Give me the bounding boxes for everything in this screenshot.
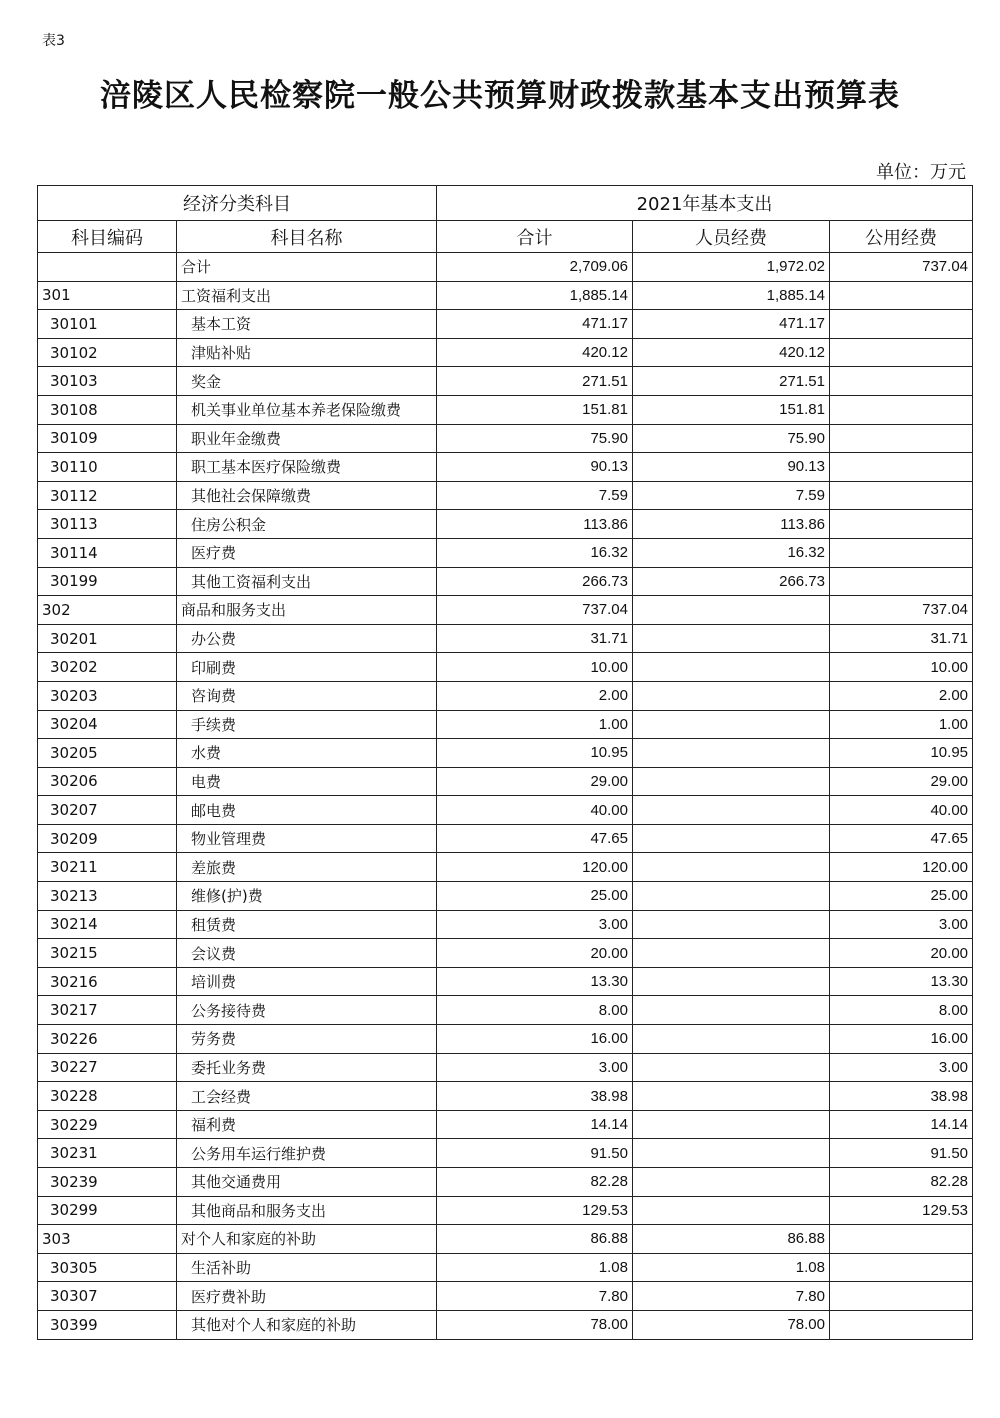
table-row xyxy=(38,681,973,710)
cell-personnel xyxy=(633,1053,830,1082)
table-row xyxy=(38,996,973,1025)
cell-total: 2,709.06 xyxy=(437,253,633,282)
table-row xyxy=(38,338,973,367)
cell-public xyxy=(830,510,973,539)
cell-public: 10.00 xyxy=(830,653,973,682)
cell-public: 40.00 xyxy=(830,796,973,825)
cell-name: 其他交通费用 xyxy=(177,1168,437,1197)
cell-name: 医疗费 xyxy=(177,538,437,567)
cell-public: 47.65 xyxy=(830,824,973,853)
cell-total: 10.00 xyxy=(437,653,633,682)
cell-total: 82.28 xyxy=(437,1168,633,1197)
header-public: 公用经费 xyxy=(830,221,973,253)
cell-personnel: 75.90 xyxy=(633,424,830,453)
cell-code: 30202 xyxy=(38,653,177,682)
cell-public: 1.00 xyxy=(830,710,973,739)
cell-name: 邮电费 xyxy=(177,796,437,825)
table-row xyxy=(38,767,973,796)
cell-total: 2.00 xyxy=(437,681,633,710)
cell-public xyxy=(830,481,973,510)
table-row xyxy=(38,510,973,539)
cell-name: 职工基本医疗保险缴费 xyxy=(177,453,437,482)
cell-code: 30112 xyxy=(38,481,177,510)
cell-personnel xyxy=(633,853,830,882)
cell-total: 120.00 xyxy=(437,853,633,882)
cell-public: 82.28 xyxy=(830,1168,973,1197)
cell-public: 129.53 xyxy=(830,1196,973,1225)
cell-name: 公务接待费 xyxy=(177,996,437,1025)
cell-total: 471.17 xyxy=(437,310,633,339)
cell-code: 30114 xyxy=(38,538,177,567)
cell-name: 印刷费 xyxy=(177,653,437,682)
cell-public xyxy=(830,453,973,482)
cell-public: 120.00 xyxy=(830,853,973,882)
cell-code: 30209 xyxy=(38,824,177,853)
cell-name: 办公费 xyxy=(177,624,437,653)
cell-personnel xyxy=(633,1110,830,1139)
cell-total: 25.00 xyxy=(437,882,633,911)
cell-public xyxy=(830,1225,973,1254)
cell-code: 303 xyxy=(38,1225,177,1254)
cell-code: 30113 xyxy=(38,510,177,539)
cell-total: 31.71 xyxy=(437,624,633,653)
cell-total: 1.00 xyxy=(437,710,633,739)
cell-public xyxy=(830,424,973,453)
cell-code: 30307 xyxy=(38,1282,177,1311)
cell-code: 30201 xyxy=(38,624,177,653)
cell-name: 机关事业单位基本养老保险缴费 xyxy=(177,395,437,424)
cell-code: 30215 xyxy=(38,939,177,968)
cell-name: 维修(护)费 xyxy=(177,882,437,911)
cell-name: 培训费 xyxy=(177,967,437,996)
cell-personnel xyxy=(633,910,830,939)
cell-personnel: 1.08 xyxy=(633,1253,830,1282)
cell-total: 91.50 xyxy=(437,1139,633,1168)
cell-name: 工资福利支出 xyxy=(177,281,437,310)
cell-name: 对个人和家庭的补助 xyxy=(177,1225,437,1254)
cell-personnel xyxy=(633,767,830,796)
cell-personnel xyxy=(633,739,830,768)
cell-total: 271.51 xyxy=(437,367,633,396)
cell-name: 工会经费 xyxy=(177,1082,437,1111)
cell-total: 78.00 xyxy=(437,1310,633,1339)
cell-personnel xyxy=(633,681,830,710)
header-code: 科目编码 xyxy=(38,221,177,253)
cell-total: 47.65 xyxy=(437,824,633,853)
table-row xyxy=(38,1282,973,1311)
cell-total: 129.53 xyxy=(437,1196,633,1225)
table-row xyxy=(38,710,973,739)
cell-total: 16.32 xyxy=(437,538,633,567)
cell-personnel: 78.00 xyxy=(633,1310,830,1339)
page-title: 涪陵区人民检察院一般公共预算财政拨款基本支出预算表 xyxy=(100,78,900,114)
table-row xyxy=(38,395,973,424)
cell-public: 737.04 xyxy=(830,253,973,282)
cell-public: 10.95 xyxy=(830,739,973,768)
cell-personnel xyxy=(633,1168,830,1197)
cell-public: 16.00 xyxy=(830,1025,973,1054)
cell-public xyxy=(830,1310,973,1339)
cell-total: 3.00 xyxy=(437,1053,633,1082)
cell-name: 委托业务费 xyxy=(177,1053,437,1082)
cell-name: 物业管理费 xyxy=(177,824,437,853)
cell-personnel xyxy=(633,939,830,968)
cell-name: 电费 xyxy=(177,767,437,796)
cell-code: 30109 xyxy=(38,424,177,453)
cell-code: 30226 xyxy=(38,1025,177,1054)
cell-code: 30239 xyxy=(38,1168,177,1197)
cell-public: 91.50 xyxy=(830,1139,973,1168)
cell-public xyxy=(830,1282,973,1311)
cell-total: 266.73 xyxy=(437,567,633,596)
cell-total: 86.88 xyxy=(437,1225,633,1254)
cell-total: 40.00 xyxy=(437,796,633,825)
cell-public xyxy=(830,567,973,596)
cell-name: 租赁费 xyxy=(177,910,437,939)
table-row xyxy=(38,882,973,911)
cell-personnel: 420.12 xyxy=(633,338,830,367)
cell-code: 30399 xyxy=(38,1310,177,1339)
table-row xyxy=(38,281,973,310)
table-row xyxy=(38,910,973,939)
table-row xyxy=(38,739,973,768)
cell-public xyxy=(830,538,973,567)
cell-name: 奖金 xyxy=(177,367,437,396)
cell-code: 30207 xyxy=(38,796,177,825)
header-group-basic-expense: 2021年基本支出 xyxy=(437,186,973,221)
cell-personnel: 1,972.02 xyxy=(633,253,830,282)
table-row xyxy=(38,424,973,453)
cell-public: 29.00 xyxy=(830,767,973,796)
table-row xyxy=(38,1110,973,1139)
table-row xyxy=(38,1168,973,1197)
cell-personnel: 151.81 xyxy=(633,395,830,424)
cell-name: 水费 xyxy=(177,739,437,768)
cell-total: 20.00 xyxy=(437,939,633,968)
table-row xyxy=(38,939,973,968)
cell-personnel: 471.17 xyxy=(633,310,830,339)
cell-code: 30101 xyxy=(38,310,177,339)
cell-name: 咨询费 xyxy=(177,681,437,710)
header-total: 合计 xyxy=(437,221,633,253)
table-row xyxy=(38,1025,973,1054)
cell-total: 75.90 xyxy=(437,424,633,453)
cell-personnel xyxy=(633,1139,830,1168)
cell-personnel: 271.51 xyxy=(633,367,830,396)
cell-code: 30108 xyxy=(38,395,177,424)
table-row xyxy=(38,824,973,853)
cell-public: 2.00 xyxy=(830,681,973,710)
cell-personnel xyxy=(633,1025,830,1054)
cell-personnel: 90.13 xyxy=(633,453,830,482)
cell-public xyxy=(830,281,973,310)
cell-personnel: 266.73 xyxy=(633,567,830,596)
table-row xyxy=(38,967,973,996)
cell-total: 10.95 xyxy=(437,739,633,768)
cell-personnel xyxy=(633,796,830,825)
cell-personnel xyxy=(633,596,830,625)
table-row xyxy=(38,624,973,653)
cell-public xyxy=(830,310,973,339)
table-row xyxy=(38,1139,973,1168)
cell-code: 30231 xyxy=(38,1139,177,1168)
cell-personnel xyxy=(633,1196,830,1225)
table-row xyxy=(38,1310,973,1339)
cell-total: 7.59 xyxy=(437,481,633,510)
cell-code: 30305 xyxy=(38,1253,177,1282)
table-row xyxy=(38,1053,973,1082)
table-row xyxy=(38,653,973,682)
cell-public: 3.00 xyxy=(830,1053,973,1082)
cell-code: 30102 xyxy=(38,338,177,367)
cell-personnel: 7.59 xyxy=(633,481,830,510)
cell-name: 职业年金缴费 xyxy=(177,424,437,453)
cell-public xyxy=(830,1253,973,1282)
cell-name: 生活补助 xyxy=(177,1253,437,1282)
cell-name: 医疗费补助 xyxy=(177,1282,437,1311)
cell-code: 30228 xyxy=(38,1082,177,1111)
table-row xyxy=(38,596,973,625)
cell-name: 差旅费 xyxy=(177,853,437,882)
table-row xyxy=(38,1225,973,1254)
cell-name: 其他工资福利支出 xyxy=(177,567,437,596)
cell-name: 会议费 xyxy=(177,939,437,968)
cell-total: 7.80 xyxy=(437,1282,633,1311)
cell-total: 1,885.14 xyxy=(437,281,633,310)
cell-personnel xyxy=(633,882,830,911)
cell-code: 30216 xyxy=(38,967,177,996)
table-row xyxy=(38,253,973,282)
cell-name: 住房公积金 xyxy=(177,510,437,539)
cell-personnel: 1,885.14 xyxy=(633,281,830,310)
cell-name: 公务用车运行维护费 xyxy=(177,1139,437,1168)
cell-public: 737.04 xyxy=(830,596,973,625)
table-row xyxy=(38,538,973,567)
cell-code: 30204 xyxy=(38,710,177,739)
cell-public xyxy=(830,395,973,424)
cell-public: 20.00 xyxy=(830,939,973,968)
cell-code: 30217 xyxy=(38,996,177,1025)
cell-public: 31.71 xyxy=(830,624,973,653)
cell-code: 30299 xyxy=(38,1196,177,1225)
cell-total: 3.00 xyxy=(437,910,633,939)
cell-name: 合计 xyxy=(177,253,437,282)
cell-public: 25.00 xyxy=(830,882,973,911)
table-tag: 表3 xyxy=(42,33,65,49)
cell-total: 737.04 xyxy=(437,596,633,625)
cell-public: 38.98 xyxy=(830,1082,973,1111)
cell-personnel xyxy=(633,996,830,1025)
cell-code: 30203 xyxy=(38,681,177,710)
table-row xyxy=(38,367,973,396)
table-row xyxy=(38,1253,973,1282)
cell-personnel: 113.86 xyxy=(633,510,830,539)
cell-code xyxy=(38,253,177,282)
cell-code: 30214 xyxy=(38,910,177,939)
cell-personnel: 16.32 xyxy=(633,538,830,567)
table-row xyxy=(38,453,973,482)
cell-name: 其他社会保障缴费 xyxy=(177,481,437,510)
budget-table xyxy=(37,185,973,1340)
table-row xyxy=(38,310,973,339)
cell-personnel xyxy=(633,967,830,996)
cell-public xyxy=(830,367,973,396)
cell-total: 16.00 xyxy=(437,1025,633,1054)
cell-total: 8.00 xyxy=(437,996,633,1025)
cell-personnel xyxy=(633,653,830,682)
cell-name: 基本工资 xyxy=(177,310,437,339)
cell-total: 90.13 xyxy=(437,453,633,482)
cell-code: 302 xyxy=(38,596,177,625)
cell-code: 301 xyxy=(38,281,177,310)
cell-code: 30213 xyxy=(38,882,177,911)
cell-code: 30227 xyxy=(38,1053,177,1082)
cell-total: 420.12 xyxy=(437,338,633,367)
cell-personnel xyxy=(633,624,830,653)
cell-personnel xyxy=(633,824,830,853)
table-row xyxy=(38,796,973,825)
cell-public: 13.30 xyxy=(830,967,973,996)
cell-public: 14.14 xyxy=(830,1110,973,1139)
cell-total: 151.81 xyxy=(437,395,633,424)
header-group-economic: 经济分类科目 xyxy=(38,186,437,221)
unit-label: 单位：万元 xyxy=(876,162,966,183)
cell-public xyxy=(830,338,973,367)
cell-total: 113.86 xyxy=(437,510,633,539)
cell-name: 其他商品和服务支出 xyxy=(177,1196,437,1225)
table-body xyxy=(38,253,973,1340)
cell-total: 14.14 xyxy=(437,1110,633,1139)
cell-total: 38.98 xyxy=(437,1082,633,1111)
cell-total: 29.00 xyxy=(437,767,633,796)
cell-code: 30206 xyxy=(38,767,177,796)
cell-public: 3.00 xyxy=(830,910,973,939)
header-name: 科目名称 xyxy=(177,221,437,253)
cell-total: 13.30 xyxy=(437,967,633,996)
cell-code: 30229 xyxy=(38,1110,177,1139)
table-row xyxy=(38,567,973,596)
cell-code: 30103 xyxy=(38,367,177,396)
cell-name: 商品和服务支出 xyxy=(177,596,437,625)
table-row xyxy=(38,853,973,882)
cell-name: 手续费 xyxy=(177,710,437,739)
cell-name: 劳务费 xyxy=(177,1025,437,1054)
cell-code: 30199 xyxy=(38,567,177,596)
cell-public: 8.00 xyxy=(830,996,973,1025)
cell-personnel xyxy=(633,710,830,739)
table-row xyxy=(38,1196,973,1225)
cell-name: 津贴补贴 xyxy=(177,338,437,367)
cell-personnel: 86.88 xyxy=(633,1225,830,1254)
cell-code: 30205 xyxy=(38,739,177,768)
table-row xyxy=(38,481,973,510)
cell-personnel xyxy=(633,1082,830,1111)
cell-code: 30211 xyxy=(38,853,177,882)
cell-name: 其他对个人和家庭的补助 xyxy=(177,1310,437,1339)
cell-code: 30110 xyxy=(38,453,177,482)
cell-name: 福利费 xyxy=(177,1110,437,1139)
cell-personnel: 7.80 xyxy=(633,1282,830,1311)
cell-total: 1.08 xyxy=(437,1253,633,1282)
table-row xyxy=(38,1082,973,1111)
header-personnel: 人员经费 xyxy=(633,221,830,253)
